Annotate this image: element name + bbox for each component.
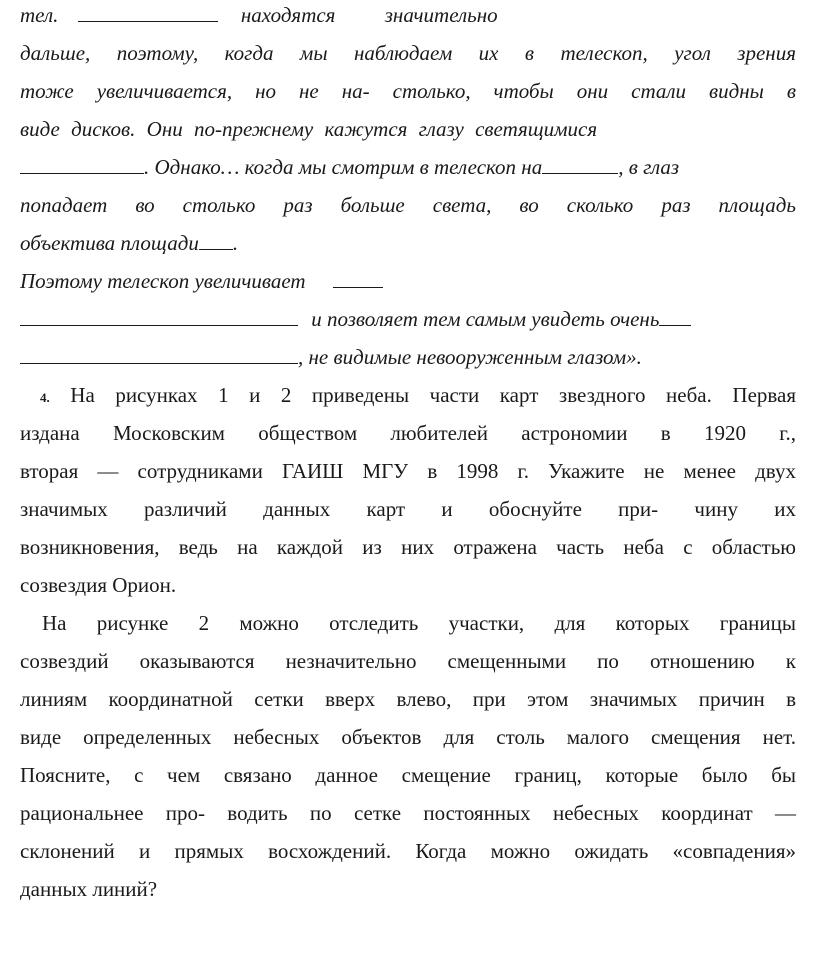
task4-line-1 — [40, 380, 796, 410]
passage-line-1 — [20, 0, 796, 30]
passage-line-2: дальше, поэтому, когда мы наблюдаем их в телескоп, угол зрения — [20, 41, 796, 65]
task4-line-5: возникновения, ведь на каждой из них отражена часть неба с областью — [20, 535, 796, 559]
task4-line-3: вторая — сотрудниками ГАИШ МГУ в 1998 г. Укажите не менее двух — [20, 459, 796, 483]
para2-line-5: Поясните, с чем связано данное смещение границ, которые было бы — [20, 763, 796, 787]
passage-line-3: тоже увеличивается, но не на- столько, чтобы они стали видны в — [20, 79, 796, 103]
passage-line-6: попадает во столько раз больше света, во сколько раз площадь — [20, 193, 796, 217]
text-fragment: , в глаз — [618, 155, 680, 179]
para2-line-6: рациональнее про- водить по сетке постоянных небесных координат — — [20, 801, 796, 825]
passage-line-5 — [20, 152, 796, 182]
para2-line-4: виде определенных небесных объектов для столь малого смещения нет. — [20, 725, 796, 749]
answer-blank — [20, 305, 298, 326]
para2-line-1: На рисунке 2 можно отследить участки, для которых границы — [42, 611, 796, 635]
task4-line-6: созвездия Орион. — [20, 573, 177, 597]
para2-line-2: созвездий оказываются незначительно смещенными по отношению к — [20, 649, 796, 673]
passage-line-9 — [20, 304, 796, 334]
answer-blank — [542, 153, 618, 174]
text-fragment: находятся — [240, 3, 336, 27]
answer-blank — [659, 305, 691, 326]
text-fragment: На рисунках 1 и 2 приведены части карт звездного неба. Первая — [70, 383, 797, 407]
text-fragment: объектива площади — [20, 231, 199, 255]
passage-line-7 — [20, 228, 796, 258]
passage-line-10 — [20, 342, 796, 372]
para2-line-8: данных линий? — [20, 877, 158, 901]
passage-line-8 — [20, 266, 796, 296]
answer-blank — [20, 343, 298, 364]
text-fragment: тел. — [20, 3, 59, 27]
task4-line-2: издана Московским обществом любителей астрономии в 1920 г., — [20, 421, 796, 445]
passage-line-4: виде дисков. Они по-прежнему кажутся глазу светящимися — [20, 117, 598, 141]
answer-blank — [333, 267, 383, 288]
answer-blank — [20, 153, 144, 174]
task4-line-4: значимых различий данных карт и обоснуйте при- чину их — [20, 497, 796, 521]
task-number: 4. — [40, 390, 50, 405]
text-fragment: . — [232, 231, 239, 255]
answer-blank — [78, 1, 218, 22]
para2-line-3: линиям координатной сетки вверх влево, при этом значимых причин в — [20, 687, 796, 711]
text-fragment: значительно — [384, 3, 498, 27]
text-fragment: и позволяет тем самым увидеть очень — [311, 307, 660, 331]
text-fragment: Поэтому телескоп увеличивает — [20, 269, 306, 293]
para2-line-7: склонений и прямых восхождений. Когда можно ожидать «совпадения» — [20, 839, 796, 863]
text-fragment: . Однако… когда мы смотрим в телескоп на — [144, 155, 543, 179]
text-fragment: , не видимые невооруженным глазом». — [298, 345, 642, 369]
answer-blank — [199, 229, 233, 250]
